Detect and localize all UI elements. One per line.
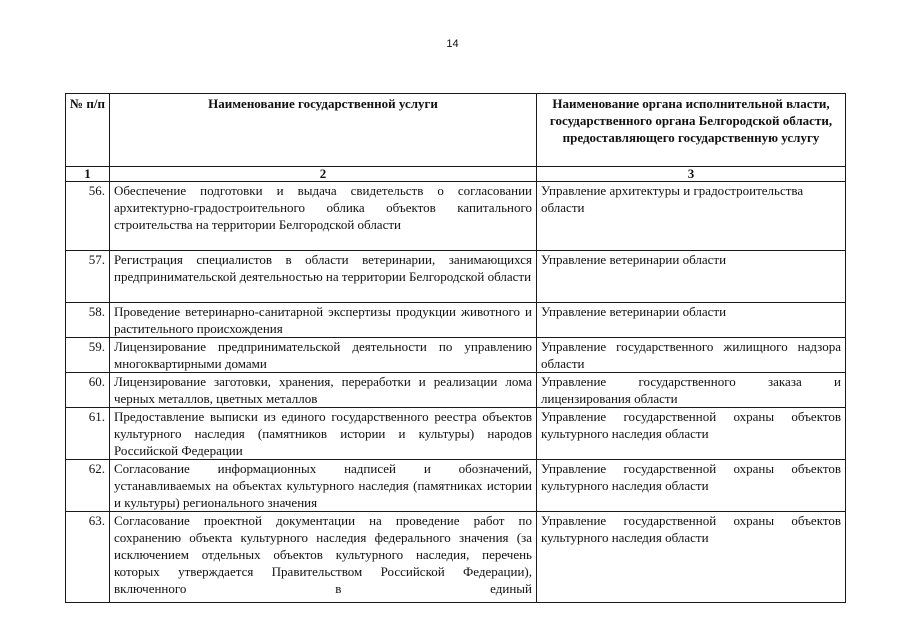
table-row — [66, 460, 846, 512]
authority-name: Управление государственного жилищного надзора области — [537, 338, 846, 373]
column-number-row — [66, 167, 846, 182]
row-number: 63. — [66, 512, 110, 603]
authority-name: Управление архитектуры и градостроительства области — [537, 182, 846, 251]
table-row — [66, 408, 846, 460]
service-name: Обеспечение подготовки и выдача свидетельств о согласовании архитектурно-градостроительного облика объектов капитального строительства на территории Белгородской области — [110, 182, 537, 251]
column-number: 2 — [110, 167, 537, 182]
column-number: 3 — [537, 167, 846, 182]
table-row — [66, 182, 846, 251]
row-number: 57. — [66, 251, 110, 303]
column-number: 1 — [66, 167, 110, 182]
service-name: Проведение ветеринарно-санитарной экспертизы продукции животного и растительного происхождения — [110, 303, 537, 338]
page-number: 14 — [446, 38, 459, 50]
table-row — [66, 512, 846, 603]
services-table — [65, 93, 846, 603]
row-number: 62. — [66, 460, 110, 512]
row-number: 56. — [66, 182, 110, 251]
service-name: Согласование информационных надписей и обозначений, устанавливаемых на объектах культурного наследия (памятниках истории и культуры) регионального значения — [110, 460, 537, 512]
table-header-row — [66, 94, 846, 167]
authority-name: Управление ветеринарии области — [537, 303, 846, 338]
service-name: Предоставление выписки из единого государственного реестра объектов культурного наследия (памятников истории и культуры) народов Российской Федерации — [110, 408, 537, 460]
row-number: 60. — [66, 373, 110, 408]
authority-name: Управление государственного заказа и лицензирования области — [537, 373, 846, 408]
row-number: 58. — [66, 303, 110, 338]
service-name: Лицензирование заготовки, хранения, переработки и реализации лома черных металлов, цветных металлов — [110, 373, 537, 408]
row-number: 61. — [66, 408, 110, 460]
row-number: 59. — [66, 338, 110, 373]
table-row — [66, 303, 846, 338]
header-service: Наименование государственной услуги — [110, 94, 537, 167]
service-name: Регистрация специалистов в области ветеринарии, занимающихся предпринимательской деятельностью на территории Белгородской области — [110, 251, 537, 303]
table-row — [66, 338, 846, 373]
authority-name: Управление государственной охраны объектов культурного наследия области — [537, 512, 846, 603]
header-num: № п/п — [66, 94, 110, 167]
authority-name: Управление государственной охраны объектов культурного наследия области — [537, 408, 846, 460]
table-row — [66, 373, 846, 408]
authority-name: Управление государственной охраны объектов культурного наследия области — [537, 460, 846, 512]
table-row — [66, 251, 846, 303]
authority-name: Управление ветеринарии области — [537, 251, 846, 303]
service-name: Лицензирование предпринимательской деятельности по управлению многоквартирными домами — [110, 338, 537, 373]
service-name: Согласование проектной документации на проведение работ по сохранению объекта культурного наследия федерального значения (за исключением отдельных объектов культурного наследия, перечень которых утверждается Правительством Российской Федерации), включенного в единый — [110, 512, 537, 603]
header-authority: Наименование органа исполнительной власти, государственного органа Белгородской области, предоставляющего государственную услугу — [537, 94, 846, 167]
